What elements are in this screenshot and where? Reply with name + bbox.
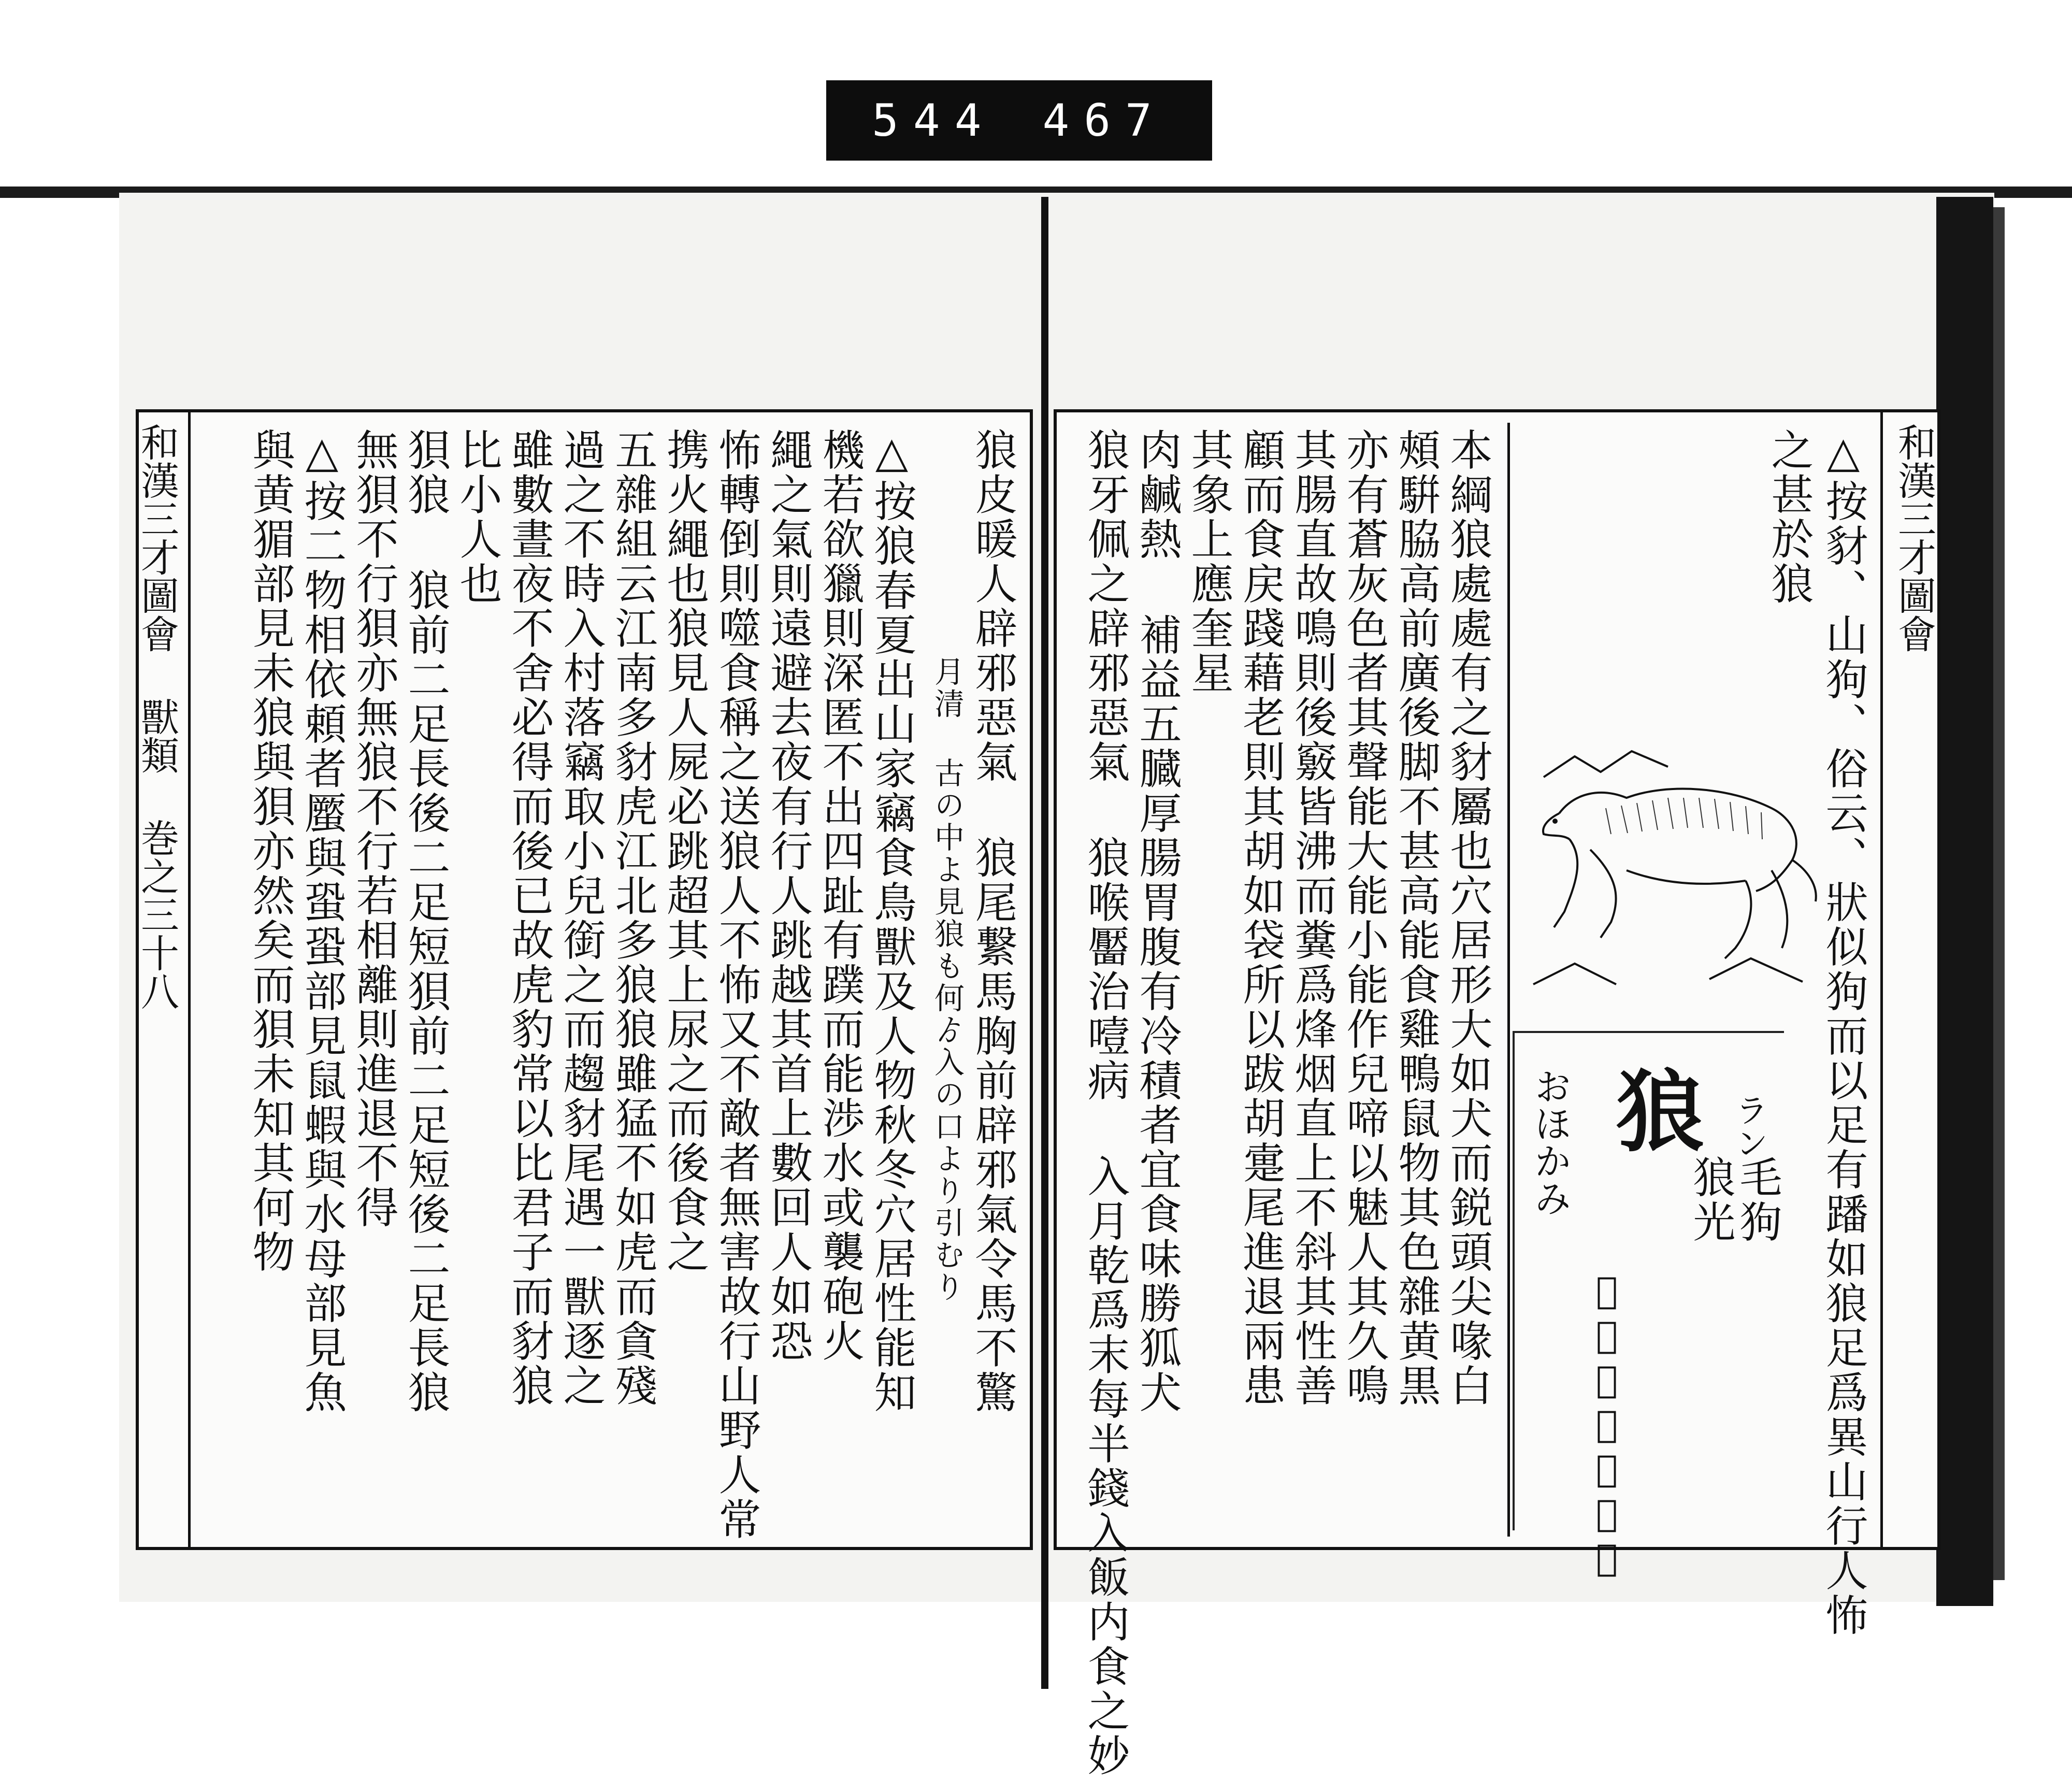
left-col-3: △按狼春夏出山家竊食鳥獸及人物秋冬穴居性能知	[867, 428, 916, 1415]
wolf-tail	[1792, 860, 1816, 901]
right-col-4: 其腸直故鳴則後竅皆沸而糞爲烽烟直上不斜其性善	[1288, 428, 1337, 1408]
ground-lines	[1533, 958, 1803, 984]
left-col-4: 機若欲獵則深匿不出四趾有蹼而能渉水或襲砲火	[815, 428, 865, 1364]
left-col-6: 怖轉倒則噬食稱之送狼人不怖又不敵者無害故行山野人常	[712, 428, 761, 1542]
right-header-col-2: 之甚於狼	[1764, 428, 1814, 606]
right-col-5: 顧而食戻踐藉老則其胡如袋所以跋胡疐尾進退兩患	[1236, 428, 1285, 1408]
right-col-8: 狼牙佩之辟邪惡氣 狼喉靨治噎病 入月乾爲末每半錢入飯内食之妙	[1081, 428, 1130, 1778]
right-page-margin-title: 和漢三才圖會	[1892, 423, 1936, 653]
right-col-6: 其象上應奎星	[1184, 428, 1233, 695]
right-col-2: 頰騈脇高前廣後脚不甚高能食雞鴨鼠物其色雜黄黒	[1391, 428, 1441, 1408]
mountain-line-top	[1544, 751, 1668, 777]
wolf-back	[1559, 789, 1796, 891]
kana-note: ラン	[1730, 1093, 1768, 1159]
headword-reading: おほかみ	[1528, 1067, 1572, 1216]
alt-name-1: 毛狗	[1733, 1155, 1782, 1244]
catalog-label	[826, 80, 1212, 161]
fur-strokes	[1606, 798, 1762, 839]
left-col-1: 狼皮暖人辟邪惡氣 狼尾繋馬胸前辟邪氣令馬不驚	[968, 428, 1017, 1415]
left-col-14: △按二物相依頼者蟨與蛩蛩部見鼠蝦與水母部見魚	[297, 428, 347, 1415]
left-col-9: 過之不時入村落竊取小兒銜之而趨豺尾遇一獸逐之	[556, 428, 606, 1408]
wolf-belly	[1627, 870, 1746, 884]
wolf-back-leg	[1725, 881, 1751, 958]
left-col-11: 比小人也	[453, 428, 502, 606]
left-col-7: 携火繩也狼見人屍必跳超其上尿之而後食之	[660, 428, 709, 1274]
left-page-margin-title: 和漢三才圖會 獸類 巻之三十八	[135, 423, 179, 1010]
headword: 狼	[1616, 1060, 1705, 1164]
right-column-rule	[1507, 423, 1510, 1537]
catalog-number-left: 544	[872, 94, 996, 147]
right-col-3: 亦有蒼灰色者其聲能大能小能作兒啼以魅人其久鳴	[1340, 428, 1389, 1408]
center-fold	[1041, 197, 1048, 1689]
catalog-number-right: 467	[1042, 94, 1167, 147]
book-right-edge	[1936, 197, 1993, 1606]
left-margin-rule	[188, 412, 191, 1547]
wolf-front-leg-2	[1590, 850, 1616, 938]
wolf-illustration	[1513, 715, 1823, 1005]
left-col-2-handwritten-note: 月清 古の中よ見狼も何ゟ入の口より引むり	[929, 656, 965, 1303]
right-col-7: 肉鹹熱 補益五臓厚腸胃腹有冷積者宜食味勝狐犬	[1132, 428, 1182, 1415]
left-col-15: 與黄猸部見未狼與狽亦然矣而狽未知其何物	[246, 428, 295, 1274]
left-col-8: 五雜組云江南多豺虎江北多狼狼雖猛不如虎而貪殘	[608, 428, 657, 1408]
left-col-10: 雖數晝夜不舍必得而後已故虎豹常以比君子而豺狼	[505, 428, 554, 1408]
left-page	[136, 409, 1033, 1550]
right-margin-rule	[1880, 412, 1883, 1547]
left-col-13: 無狽不行狽亦無狼不行若相離則進退不得	[349, 428, 398, 1230]
wolf-front-leg	[1554, 839, 1577, 927]
left-col-12: 狽狼 狼前二足長後二足短狽前二足短後二足長狼	[401, 428, 450, 1415]
left-col-5: 繩之氣則遠避去夜有行人跳越其首上數回人如恐	[764, 428, 813, 1364]
alt-name-2: 狼光	[1686, 1155, 1735, 1244]
wolf-eye	[1552, 819, 1558, 824]
alt-name-3: 𤞱和名於保加美	[1586, 1269, 1628, 1581]
book-right-edge-shadow	[1993, 207, 2005, 1580]
right-header-col-1: △按豺、山狗、俗云、狀似狗而以足有蹯如狼足爲異山行人怖	[1819, 428, 1868, 1638]
right-col-1: 本綱狼處處有之豺屬也穴居形大如犬而鋭頭尖喙白	[1443, 428, 1492, 1408]
wolf-head	[1543, 813, 1570, 839]
